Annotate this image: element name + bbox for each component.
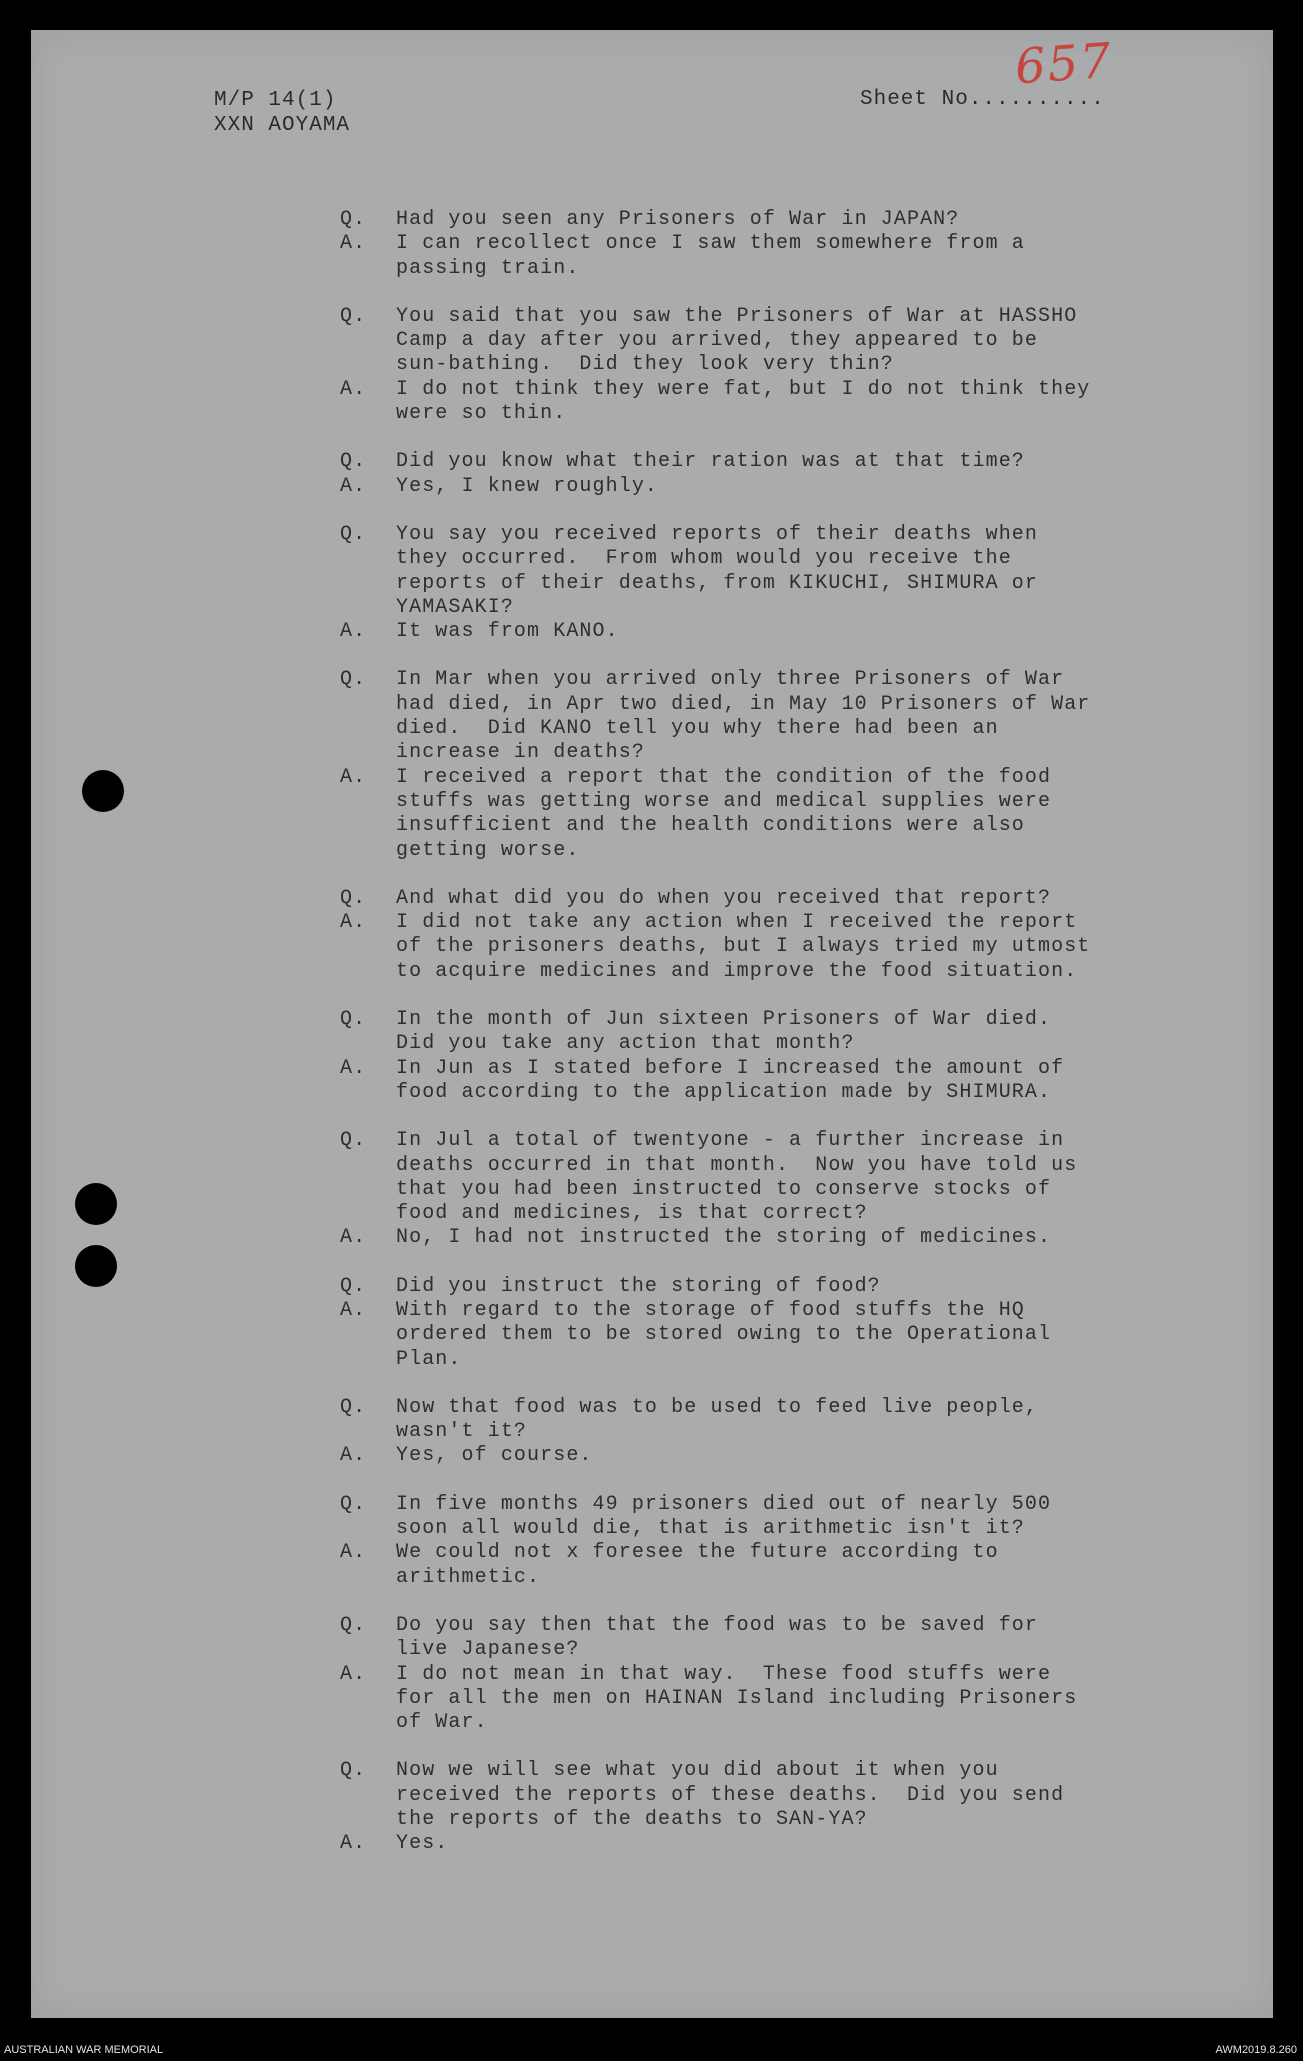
transcript-line [340,935,1240,959]
question-marker: Q. [340,208,367,231]
transcript-line [340,1275,1240,1299]
punch-hole-bottom [75,1245,117,1287]
continuation-marker [340,1154,396,1178]
transcript-line [340,1323,1240,1347]
transcript-line [340,1202,1240,1226]
transcript-line [340,1129,1240,1153]
transcript-text: were so thin. [396,402,567,426]
qa-block [340,208,1240,281]
continuation-marker [340,1420,396,1444]
transcript-line [340,1687,1240,1711]
transcript-line [340,1081,1240,1105]
transcript-line [340,1663,1240,1687]
continuation-marker [340,1638,396,1662]
transcript-text: Yes, of course. [396,1444,593,1468]
continuation-marker [340,1323,396,1347]
transcript-line [340,475,1240,499]
qa-block [340,1008,1240,1105]
question-marker: Q. [340,304,367,328]
transcript-text: food and medicines, is that correct? [396,1202,868,1226]
transcript-line [340,839,1240,863]
continuation-marker [340,741,396,765]
transcript-text: the reports of the deaths to SAN-YA? [396,1808,868,1832]
transcript-text: It was from KANO. [396,620,619,644]
continuation-marker [340,717,396,741]
question-marker: Q. [340,522,367,546]
transcript-line [340,450,1240,474]
transcript-line [340,547,1240,571]
transcript-line [340,1566,1240,1590]
transcript-text: We could not x foresee the future according to [396,1541,999,1565]
transcript-line [340,911,1240,935]
transcript-line [340,1299,1240,1323]
transcript-line [340,572,1240,596]
transcript-text: getting worse. [396,838,580,862]
punch-hole-middle [75,1183,117,1225]
answer-marker: A. [340,474,367,498]
transcript-text: of War. [396,1711,488,1735]
continuation-marker [340,1032,396,1056]
question-marker: Q. [340,450,367,474]
transcript-line [340,1784,1240,1808]
qa-block [340,1129,1240,1250]
transcript-line [340,329,1240,353]
transcript-text: No, I had not instructed the storing of medicines. [396,1226,1052,1250]
transcript-line [340,668,1240,692]
transcript-text: In Jul a total of twentyone - a further increase in [396,1129,1065,1153]
transcript-text: Plan. [396,1347,462,1371]
transcript-text: In the month of Jun sixteen Prisoners of War died. [396,1008,1052,1032]
qa-block [340,887,1240,984]
qa-block [340,668,1240,862]
continuation-marker [340,1517,396,1541]
transcript-line [340,232,1240,256]
answer-marker: A. [340,232,367,256]
answer-marker: A. [340,1832,367,1856]
transcript-text: In Mar when you arrived only three Prisoners of War [396,668,1065,692]
answer-marker: A. [340,1298,367,1322]
transcript-text: that you had been instructed to conserve stocks of [396,1177,1052,1201]
answer-marker: A. [340,765,367,789]
answer-marker: A. [340,1444,367,1468]
transcript-line [340,1832,1240,1856]
transcript-line [340,523,1240,547]
continuation-marker [340,402,396,426]
continuation-marker [340,572,396,596]
transcript-line [340,1154,1240,1178]
continuation-marker [340,547,396,571]
continuation-marker [340,935,396,959]
answer-marker: A. [340,911,367,935]
transcript-line [340,790,1240,814]
transcript-text: In five months 49 prisoners died out of nearly 500 [396,1492,1052,1516]
transcript-text: live Japanese? [396,1638,580,1662]
continuation-marker [340,1566,396,1590]
reference-line-1: M/P 14(1) [214,89,337,112]
continuation-marker [340,353,396,377]
transcript-line [340,1178,1240,1202]
transcript-text: I do not think they were fat, but I do not think they [396,377,1091,401]
handwritten-page-number: 657 [1013,32,1115,96]
continuation-marker [340,1687,396,1711]
continuation-marker [340,693,396,717]
transcript-line [340,1541,1240,1565]
transcript-line [340,693,1240,717]
transcript-line [340,1638,1240,1662]
footer-source: AUSTRALIAN WAR MEMORIAL [4,2044,164,2056]
transcript-line [340,1759,1240,1783]
transcript-line [340,1444,1240,1468]
qa-block [340,1759,1240,1856]
transcript-line [340,305,1240,329]
answer-marker: A. [340,1056,367,1080]
transcript-line [340,1348,1240,1372]
transcript-text: Did you take any action that month? [396,1032,855,1056]
transcript-line [340,620,1240,644]
transcript-line [340,596,1240,620]
transcript-text: In Jun as I stated before I increased the amount of [396,1056,1065,1080]
question-marker: Q. [340,668,367,692]
transcript-text: received the reports of these deaths. Did you send [396,1783,1065,1807]
continuation-marker [340,960,396,984]
transcript-text: deaths occurred in that month. Now you have told us [396,1153,1078,1177]
transcript-text: had died, in Apr two died, in May 10 Prisoners of War [396,692,1091,716]
transcript-text: And what did you do when you received that report? [396,886,1052,910]
continuation-marker [340,839,396,863]
transcript-text: Did you know what their ration was at that time? [396,450,1025,474]
question-marker: Q. [340,1613,367,1637]
reference-line-2: XXN AOYAMA [214,114,351,137]
continuation-marker [340,257,396,281]
qa-block [340,1275,1240,1372]
transcript-text: Now we will see what you did about it when you [396,1759,999,1783]
transcript-line [340,208,1240,232]
qa-block [340,1493,1240,1590]
transcript-text: ordered them to be stored owing to the Operational [396,1323,1052,1347]
transcript-text: You say you received reports of their deaths when [396,522,1038,546]
transcript-line [340,766,1240,790]
continuation-marker [340,1711,396,1735]
question-marker: Q. [340,1395,367,1419]
answer-marker: A. [340,1541,367,1565]
continuation-marker [340,1081,396,1105]
transcript-line [340,402,1240,426]
continuation-marker [340,596,396,620]
transcript-text: they occurred. From whom would you receive the [396,547,1012,571]
continuation-marker [340,1202,396,1226]
qa-block [340,305,1240,426]
transcript-line [340,1008,1240,1032]
transcript-line [340,378,1240,402]
question-marker: Q. [340,1274,367,1298]
transcript-line [340,960,1240,984]
continuation-marker [340,814,396,838]
transcript-line [340,814,1240,838]
transcript-line [340,353,1240,377]
transcript-text: Did you instruct the storing of food? [396,1274,881,1298]
qa-block [340,523,1240,644]
answer-marker: A. [340,620,367,644]
transcript-text: I received a report that the condition of the food [396,765,1052,789]
transcript-text: Yes, I knew roughly. [396,474,659,498]
transcript-text: Camp a day after you arrived, they appeared to be [396,329,1038,353]
transcript-line [340,1396,1240,1420]
answer-marker: A. [340,1662,367,1686]
transcript-text: soon all would die, that is arithmetic isn't it? [396,1517,1025,1541]
question-answer-transcript [340,208,1240,1881]
transcript-text: for all the men on HAINAN Island including Prisoners [396,1686,1078,1710]
transcript-text: With regard to the storage of food stuffs the HQ [396,1298,1025,1322]
transcript-text: increase in deaths? [396,741,645,765]
transcript-text: Now that food was to be used to feed live people, [396,1395,1038,1419]
question-marker: Q. [340,1008,367,1032]
transcript-line [340,1517,1240,1541]
transcript-text: wasn't it? [396,1420,528,1444]
sheet-number-label: Sheet No.......... [860,88,1105,111]
transcript-text: I do not mean in that way. These food stuffs were [396,1662,1052,1686]
continuation-marker [340,329,396,353]
continuation-marker [340,1784,396,1808]
transcript-text: YAMASAKI? [396,595,514,619]
transcript-line [340,1226,1240,1250]
transcript-text: I can recollect once I saw them somewhere from a [396,232,1025,256]
question-marker: Q. [340,1759,367,1783]
transcript-text: Do you say then that the food was to be saved for [396,1613,1038,1637]
transcript-text: insufficient and the health conditions were also [396,814,1025,838]
answer-marker: A. [340,377,367,401]
transcript-text: food according to the application made by SHIMURA. [396,1080,1052,1104]
qa-block [340,450,1240,499]
transcript-line [340,257,1240,281]
qa-block [340,1396,1240,1469]
transcript-text: Had you seen any Prisoners of War in JAPAN? [396,208,960,231]
transcript-text: stuffs was getting worse and medical supplies were [396,789,1052,813]
transcript-line [340,887,1240,911]
continuation-marker [340,790,396,814]
punch-hole-top [82,770,124,812]
question-marker: Q. [340,886,367,910]
transcript-line [340,1057,1240,1081]
transcript-line [340,1614,1240,1638]
transcript-line [340,1032,1240,1056]
transcript-line [340,717,1240,741]
transcript-text: of the prisoners deaths, but I always tried my utmost [396,935,1091,959]
transcript-text: died. Did KANO tell you why there had been an [396,717,999,741]
transcript-line [340,1493,1240,1517]
transcript-text: You said that you saw the Prisoners of War at HASSHO [396,304,1078,328]
transcript-line [340,1711,1240,1735]
reference-header [214,88,350,138]
transcript-line [340,741,1240,765]
transcript-text: I did not take any action when I received the report [396,911,1078,935]
question-marker: Q. [340,1129,367,1153]
continuation-marker [340,1178,396,1202]
transcript-text: Yes. [396,1832,449,1856]
answer-marker: A. [340,1226,367,1250]
continuation-marker [340,1348,396,1372]
transcript-text: reports of their deaths, from KIKUCHI, SHIMURA or [396,571,1038,595]
footer-reference-id: AWM2019.8.260 [1215,2044,1297,2056]
transcript-text: to acquire medicines and improve the food situation. [396,959,1078,983]
transcript-text: sun-bathing. Did they look very thin? [396,353,894,377]
transcript-line [340,1420,1240,1444]
continuation-marker [340,1808,396,1832]
transcript-text: arithmetic. [396,1565,541,1589]
transcript-text: passing train. [396,256,580,280]
question-marker: Q. [340,1492,367,1516]
qa-block [340,1614,1240,1735]
transcript-line [340,1808,1240,1832]
